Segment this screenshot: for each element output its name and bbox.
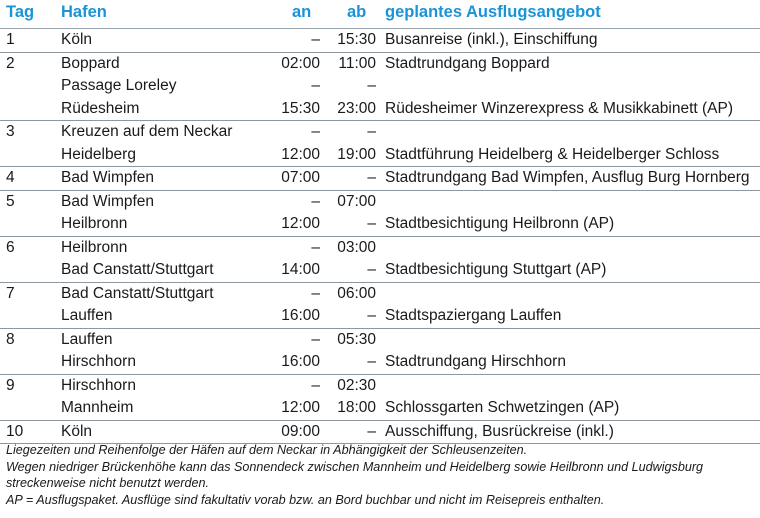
row-line: [0, 259, 760, 282]
departure-time: 15:30: [337, 31, 376, 48]
excursion-offer: Busanreise (inkl.), Einschiffung: [385, 31, 598, 48]
footnotes: [6, 442, 756, 508]
arrival-time: –: [311, 192, 320, 210]
port-name: Lauffen: [61, 330, 113, 348]
row-line: [0, 213, 760, 236]
port-name: Heilbronn: [61, 238, 128, 256]
row-line: [0, 191, 760, 214]
arrival-time: –: [311, 31, 320, 48]
arrival-time: 09:00: [281, 422, 320, 440]
day-number: 4: [6, 169, 15, 186]
port-name: Kreuzen auf dem Neckar: [61, 123, 233, 140]
arrival-time: –: [311, 238, 320, 256]
row-line: [0, 305, 760, 328]
departure-time: –: [367, 307, 376, 324]
table-row: [0, 167, 760, 191]
arrival-time: 15:30: [281, 99, 320, 117]
row-line: [0, 167, 760, 190]
header-hafen: Hafen: [61, 3, 107, 21]
day-number: 10: [6, 422, 24, 440]
port-name: Boppard: [61, 54, 120, 72]
port-name: Hirschhorn: [61, 353, 136, 370]
arrival-time: 16:00: [281, 353, 320, 370]
port-name: Bad Wimpfen: [61, 192, 155, 210]
table-row: [0, 237, 760, 283]
port-name: Rüdesheim: [61, 99, 140, 117]
footnote: Liegezeiten und Reihenfolge der Häfen auf dem Neckar in Abhängigkeit der Schleusenzeiten.: [6, 443, 528, 457]
day-number: 8: [6, 330, 15, 348]
row-line: [0, 283, 760, 306]
day-number: 1: [6, 31, 15, 48]
arrival-time: –: [311, 330, 320, 348]
row-line: [0, 98, 760, 121]
row-line: [0, 329, 760, 352]
row-line: [0, 121, 760, 144]
row-line: [0, 397, 760, 420]
header-tag: Tag: [6, 3, 35, 21]
departure-time: 11:00: [338, 54, 376, 72]
day-number: 7: [6, 284, 15, 302]
departure-time: –: [367, 169, 376, 186]
arrival-time: 12:00: [281, 399, 320, 416]
footnote: streckenweise nicht benutzt werden.: [6, 476, 210, 491]
table-header: [0, 0, 760, 29]
arrival-time: 12:00: [281, 145, 320, 163]
departure-time: 19:00: [337, 145, 376, 163]
port-name: Heidelberg: [61, 145, 136, 163]
arrival-time: –: [311, 376, 320, 394]
departure-time: 02:30: [337, 376, 376, 394]
day-number: 2: [6, 54, 15, 72]
table-row: [0, 421, 760, 445]
table-row: [0, 191, 760, 237]
header-an: an: [292, 3, 312, 21]
departure-time: 07:00: [337, 192, 376, 210]
day-number: 3: [6, 123, 15, 140]
row-line: [0, 29, 760, 52]
arrival-time: –: [311, 77, 320, 94]
excursion-offer: Schlossgarten Schwetzingen (AP): [385, 399, 620, 416]
arrival-time: 12:00: [281, 215, 320, 232]
table-body: [0, 29, 760, 444]
row-line: [0, 351, 760, 374]
footnote: Wegen niedriger Brückenhöhe kann das Sonnendeck zwischen Mannheim und Heidelberg sowie Heilbronn und Ludwigsburg: [6, 459, 704, 474]
excursion-offer: Stadtspaziergang Lauffen: [385, 307, 562, 324]
day-number: 9: [6, 376, 15, 394]
port-name: Heilbronn: [61, 215, 128, 232]
arrival-time: –: [311, 284, 320, 302]
departure-time: 18:00: [337, 399, 376, 416]
arrival-time: –: [311, 123, 320, 140]
arrival-time: 07:00: [281, 169, 320, 186]
row-line: [0, 421, 760, 444]
header-angebot: geplantes Ausflugsangebot: [385, 3, 601, 21]
row-line: [0, 144, 760, 167]
departure-time: –: [367, 422, 376, 440]
departure-time: –: [367, 353, 376, 370]
arrival-time: 16:00: [281, 307, 320, 324]
excursion-offer: Ausschiffung, Busrückreise (inkl.): [385, 422, 614, 440]
port-name: Köln: [61, 422, 93, 440]
arrival-time: 14:00: [281, 261, 320, 278]
departure-time: 03:00: [337, 238, 376, 256]
departure-time: 05:30: [337, 330, 376, 348]
day-number: 6: [6, 238, 15, 256]
excursion-offer: Stadtrundgang Bad Wimpfen, Ausflug Burg Hornberg: [385, 169, 750, 186]
port-name: Bad Wimpfen: [61, 169, 155, 186]
table-row: [0, 329, 760, 375]
port-name: Bad Canstatt/Stuttgart: [61, 261, 214, 278]
excursion-offer: Stadtführung Heidelberg & Heidelberger Schloss: [385, 145, 720, 163]
excursion-offer: Stadtbesichtigung Stuttgart (AP): [385, 261, 607, 278]
departure-time: 23:00: [337, 99, 376, 117]
port-name: Lauffen: [61, 307, 113, 324]
row-line: [0, 53, 760, 76]
excursion-offer: Rüdesheimer Winzerexpress & Musikkabinett (AP): [385, 99, 734, 117]
header-ab: ab: [347, 3, 367, 21]
row-line: [0, 375, 760, 398]
table-row: [0, 121, 760, 167]
departure-time: –: [367, 77, 376, 94]
table-row: [0, 283, 760, 329]
port-name: Passage Loreley: [61, 77, 177, 94]
table-row: [0, 29, 760, 53]
table-row: [0, 53, 760, 122]
row-line: [0, 237, 760, 260]
footnote: AP = Ausflugspaket. Ausflüge sind fakultativ vorab bzw. an Bord buchbar und nicht im Reisepreis enthalten.: [6, 492, 605, 507]
arrival-time: 02:00: [281, 54, 320, 72]
port-name: Mannheim: [61, 399, 134, 416]
excursion-offer: Stadtrundgang Boppard: [385, 54, 550, 72]
departure-time: –: [367, 215, 376, 232]
port-name: Hirschhorn: [61, 376, 136, 394]
table-row: [0, 375, 760, 421]
port-name: Köln: [61, 31, 93, 48]
excursion-offer: Stadtrundgang Hirschhorn: [385, 353, 566, 370]
departure-time: 06:00: [337, 284, 376, 302]
departure-time: –: [367, 123, 376, 140]
day-number: 5: [6, 192, 15, 210]
row-line: [0, 75, 760, 98]
departure-time: –: [367, 261, 376, 278]
excursion-offer: Stadtbesichtigung Heilbronn (AP): [385, 215, 615, 232]
port-name: Bad Canstatt/Stuttgart: [61, 284, 214, 302]
